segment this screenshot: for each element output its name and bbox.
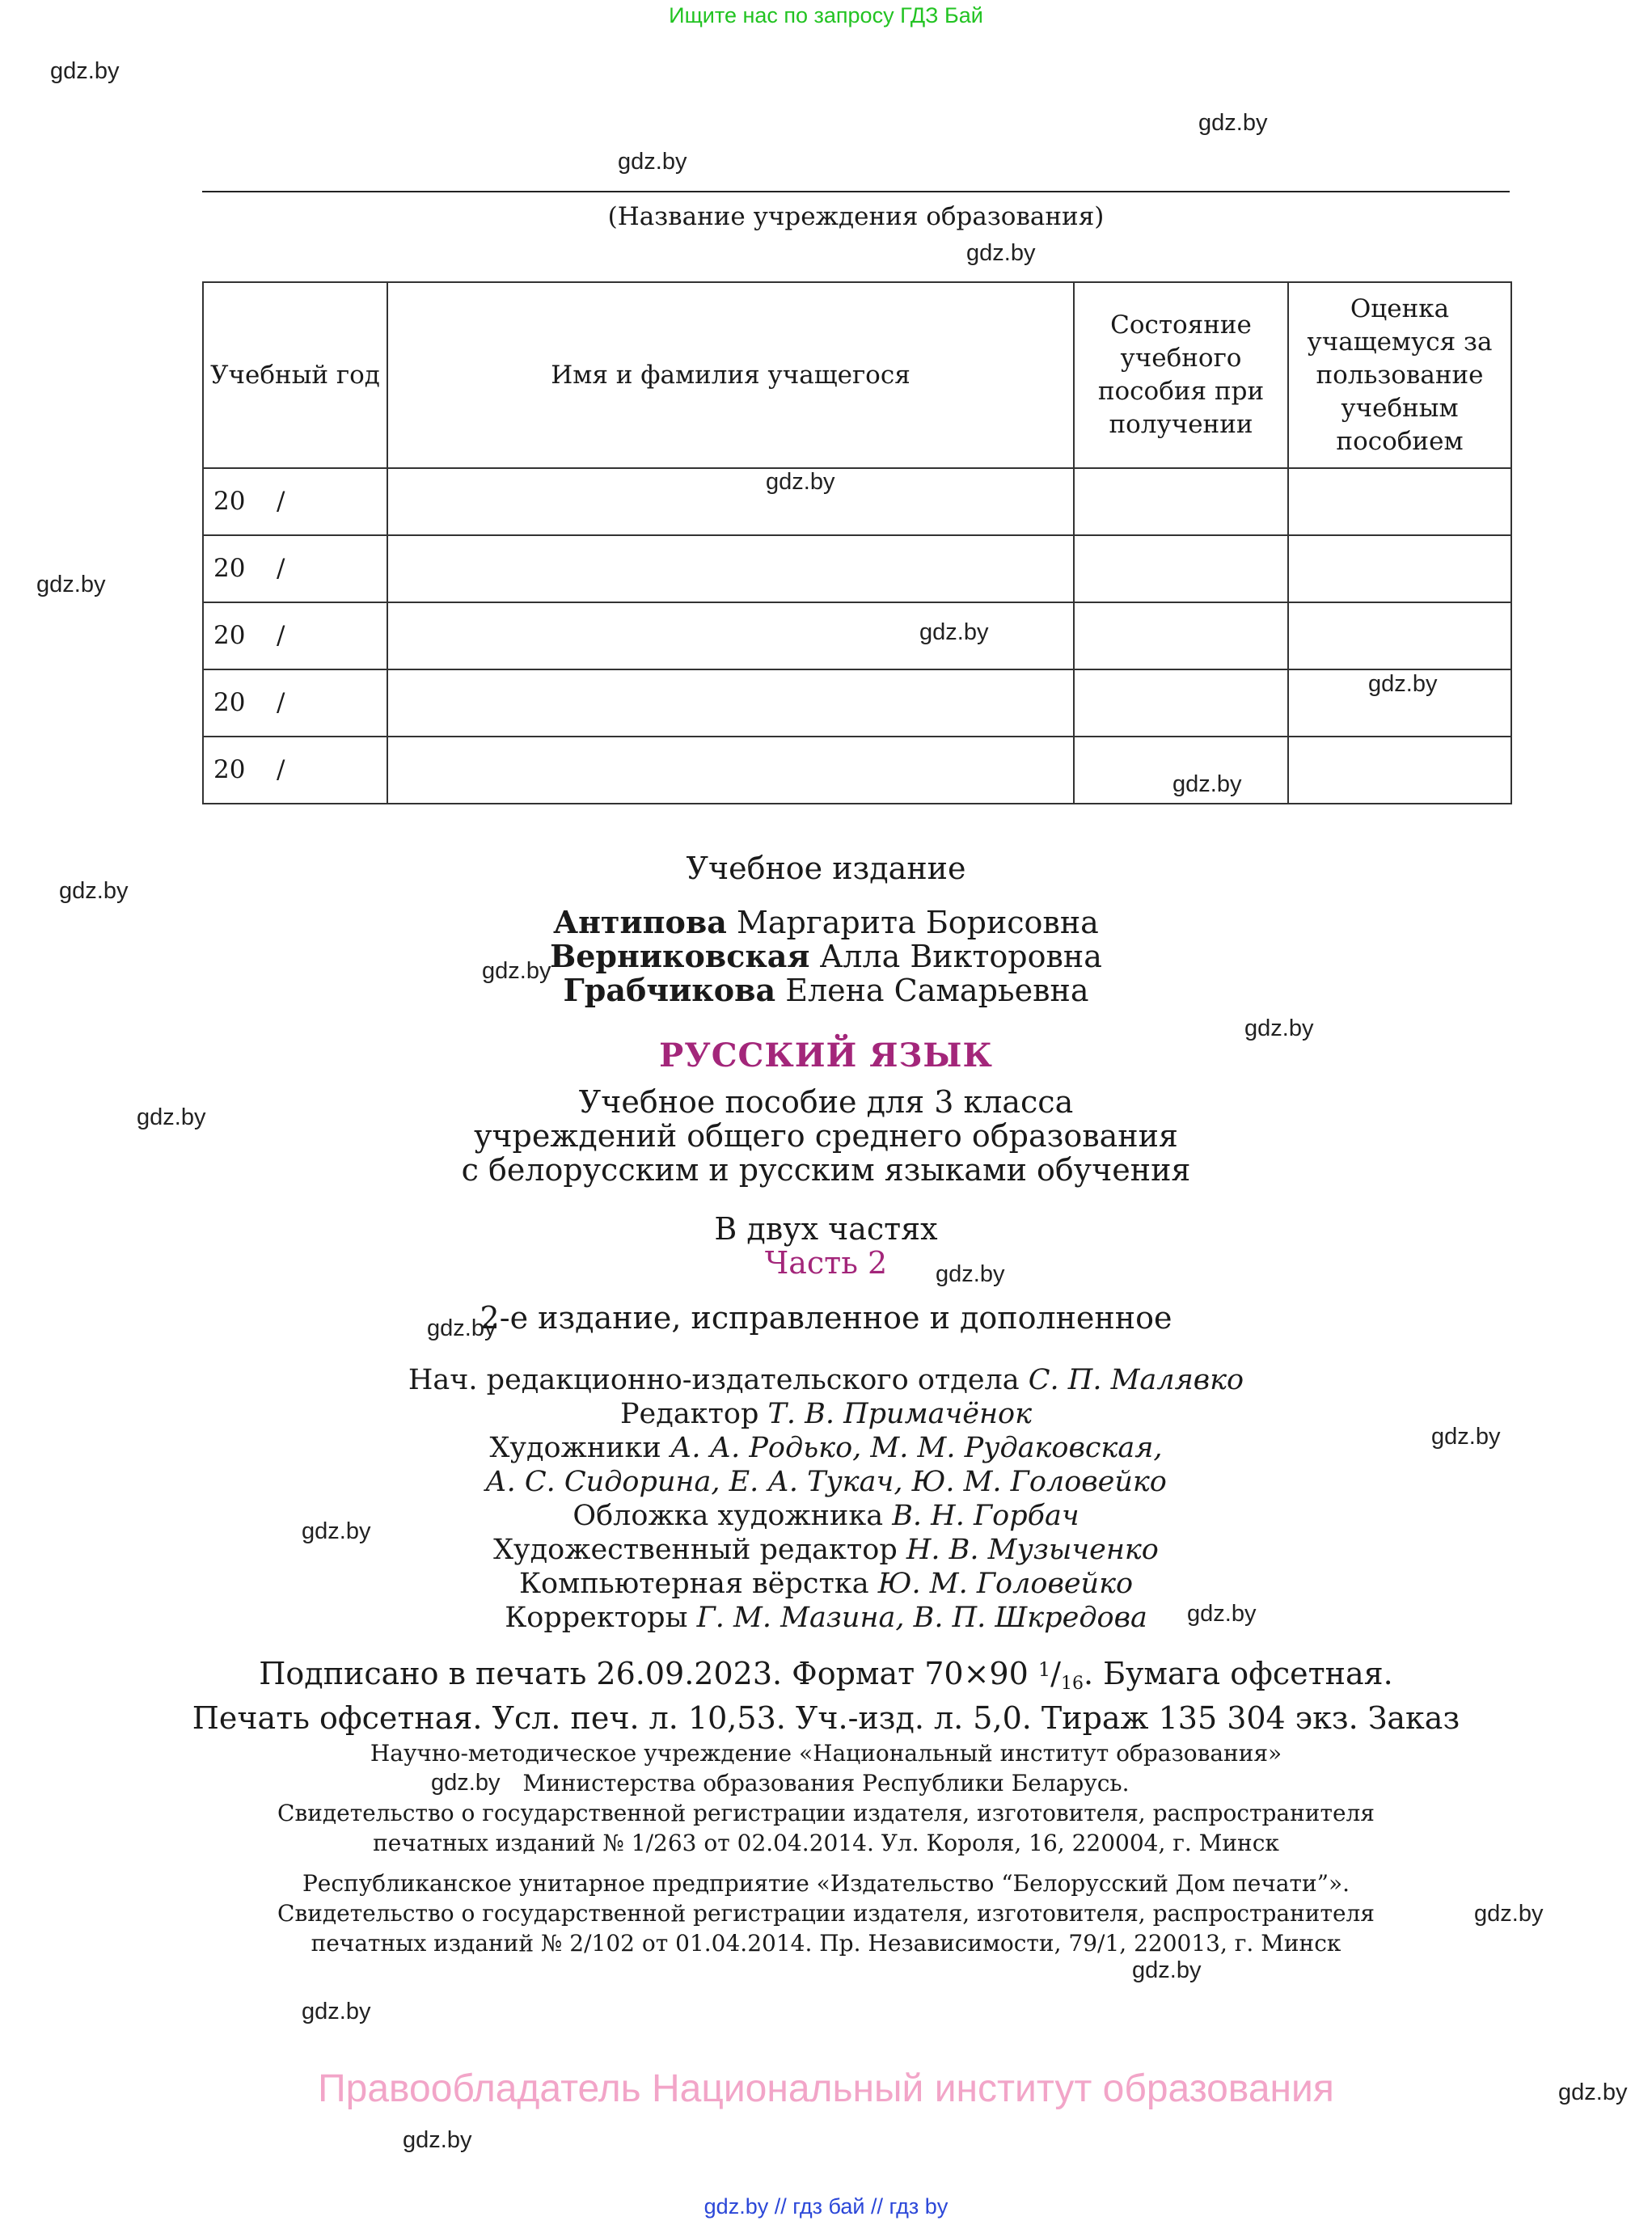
watermark: gdz.by (59, 878, 129, 904)
watermark: gdz.by (1132, 1957, 1202, 1983)
condition-cell[interactable] (1074, 468, 1288, 535)
table-row (203, 468, 1511, 535)
grade-cell[interactable] (1288, 535, 1511, 602)
author: Грабчикова Елена Самарьевна (563, 972, 1089, 1008)
year-cell[interactable]: 20 / (203, 737, 387, 804)
watermark: gdz.by (1244, 1015, 1314, 1041)
footer-link-gdz-by-alt[interactable]: гдз by (889, 2194, 949, 2219)
condition-cell[interactable] (1074, 602, 1288, 669)
table-row (203, 737, 1511, 804)
student-name-cell[interactable] (387, 669, 1074, 737)
rights-holder: Правообладатель Национальный институт образования (318, 2067, 1334, 2110)
watermark: gdz.by (936, 1261, 1005, 1287)
institution-caption: (Название учреждения образования) (607, 202, 1105, 231)
publisher-info: Научно-методическое учреждение «Национальный институт образования» Министерства образования Республики Беларусь. Свидетельство о государственной регистрации издателя, изготовителя, распространителя печатных изданий № 1/263 от 02.04.2014. Ул. Короля, 16, 220004, г. Минск (277, 1740, 1375, 1856)
grade-cell[interactable] (1288, 468, 1511, 535)
credit-line: Художники А. А. Родько, М. М. Рудаковская, (489, 1432, 1163, 1464)
watermark: gdz.by (50, 58, 120, 84)
credit-line: Художественный редактор Н. В. Музыченко (493, 1534, 1159, 1566)
condition-cell[interactable] (1074, 669, 1288, 737)
header-student-name: Имя и фамилия учащегося (387, 282, 1074, 468)
credit-line: Нач. редакционно-издательского отдела С. П. Малявко (408, 1364, 1244, 1396)
watermark: gdz.by (966, 240, 1036, 266)
grade-cell[interactable] (1288, 602, 1511, 669)
watermark: gdz.by (618, 149, 687, 175)
watermark: gdz.by (36, 572, 106, 597)
student-name-cell[interactable] (387, 468, 1074, 535)
watermark: gdz.by (427, 1315, 496, 1341)
edition-note: 2-е издание, исправленное и дополненное (480, 1300, 1172, 1336)
table-row (203, 602, 1511, 669)
footer-links (0, 2194, 1652, 2219)
watermark: gdz.by (1368, 671, 1438, 697)
grade-cell[interactable] (1288, 737, 1511, 804)
book-title: РУССКИЙ ЯЗЫК (659, 1037, 993, 1075)
year-cell[interactable]: 20 / (203, 669, 387, 737)
table-row (203, 535, 1511, 602)
edition-type: Учебное издание (686, 851, 966, 886)
watermark: gdz.by (1474, 1901, 1544, 1927)
footer-link-gdz-by[interactable]: gdz.by (703, 2194, 769, 2219)
year-cell[interactable]: 20 / (203, 535, 387, 602)
watermark: gdz.by (766, 469, 835, 495)
part-number: Часть 2 (764, 1245, 888, 1281)
year-cell[interactable]: 20 / (203, 602, 387, 669)
watermark: gdz.by (137, 1104, 206, 1130)
book-subtitle: Учебное пособие для 3 класса учреждений общего среднего образования с белорусским и русским языками обучения (461, 1084, 1191, 1188)
header-condition: Состояние учебного пособия при получении (1074, 282, 1288, 468)
header-year: Учебный год (203, 282, 387, 468)
condition-cell[interactable] (1074, 535, 1288, 602)
footer-link-gdz-bai[interactable]: гдз бай (792, 2194, 865, 2219)
student-name-cell[interactable] (387, 737, 1074, 804)
watermark: gdz.by (482, 958, 551, 984)
credit-line: Обложка художника В. Н. Горбач (572, 1500, 1080, 1532)
header-grade: Оценка учащемуся за пользование учебным пособием (1288, 282, 1511, 468)
parts-note: В двух частях (714, 1211, 938, 1247)
watermark: gdz.by (1172, 771, 1242, 797)
watermark: gdz.by (302, 1518, 371, 1544)
author: Антипова Маргарита Борисовна (553, 904, 1099, 940)
credit-line: Компьютерная вёрстка Ю. М. Головейко (518, 1568, 1134, 1600)
watermark: gdz.by (431, 1770, 501, 1796)
credit-line: Корректоры Г. М. Мазина, В. П. Шкредова (505, 1602, 1147, 1634)
credit-line: Редактор Т. В. Примачёнок (620, 1398, 1032, 1430)
watermark: gdz.by (403, 2127, 472, 2153)
footer-separator: // (871, 2194, 884, 2219)
authors-list (0, 906, 1652, 1007)
student-name-cell[interactable] (387, 535, 1074, 602)
print-info: Подписано в печать 26.09.2023. Формат 70×90 $^1/_{16}$. Бумага офсетная. Печать офсетная. Усл. печ. л. 10,53. Уч.-изд. л. 5,0. Тираж 135 304 экз. Заказ (192, 1656, 1460, 1736)
institution-name-line[interactable] (202, 191, 1510, 192)
footer-separator: // (774, 2194, 787, 2219)
table-row (203, 669, 1511, 737)
top-banner[interactable]: Ищите нас по запросу ГДЗ Бай (669, 3, 983, 27)
watermark: gdz.by (1558, 2079, 1628, 2105)
watermark: gdz.by (919, 619, 989, 645)
watermark: gdz.by (1187, 1601, 1257, 1627)
watermark: gdz.by (302, 1999, 371, 2024)
textbook-register-table (202, 281, 1512, 804)
watermark: gdz.by (1431, 1424, 1501, 1450)
watermark: gdz.by (1198, 110, 1268, 136)
year-cell[interactable]: 20 / (203, 468, 387, 535)
author: Верниковская Алла Викторовна (550, 938, 1102, 974)
credit-line: А. С. Сидорина, Е. А. Тукач, Ю. М. Головейко (485, 1466, 1167, 1498)
credits-list (0, 1363, 1652, 1635)
printer-info: Республиканское унитарное предприятие «Издательство “Белорусский Дом печати”». Свидетельство о государственной регистрации издателя, изготовителя, распространителя печатных изданий № 2/102 от 01.04.2014. Пр. Независимости, 79/1, 220013, г. Минск (277, 1870, 1375, 1957)
